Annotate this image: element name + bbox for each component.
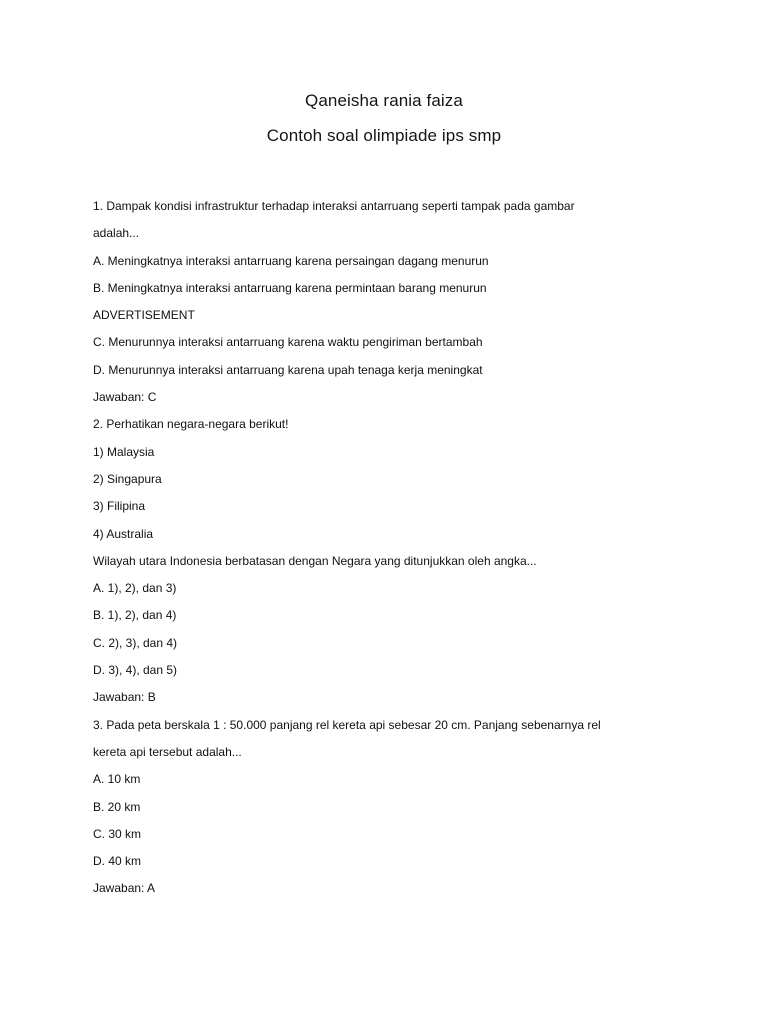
question-1-option-b: B. Meningkatnya interaksi antarruang karena permintaan barang menurun xyxy=(93,280,487,295)
question-1-answer: Jawaban: C xyxy=(93,390,157,405)
question-3-answer: Jawaban: A xyxy=(93,881,156,896)
question-3-option-a: A. 10 km xyxy=(93,772,141,787)
question-3-text-continued: kereta api tersebut adalah... xyxy=(93,744,242,759)
question-3-option-b: B. 20 km xyxy=(93,799,141,814)
advertisement-label: ADVERTISEMENT xyxy=(93,308,195,323)
question-3-text: 3. Pada peta berskala 1 : 50.000 panjang rel kereta api sebesar 20 cm. Panjang sebenarnya rel xyxy=(93,717,601,732)
question-2-option-a: A. 1), 2), dan 3) xyxy=(93,581,177,596)
question-1-text-continued: adalah... xyxy=(93,226,140,241)
question-3-option-c: C. 30 km xyxy=(93,826,142,841)
question-1-option-a: A. Meningkatnya interaksi antarruang karena persaingan dagang menurun xyxy=(93,253,489,268)
author-name: Qaneisha rania faiza xyxy=(305,91,463,110)
document-title: Contoh soal olimpiade ips smp xyxy=(266,126,502,145)
question-1-option-d: D. Menurunnya interaksi antarruang karena upah tenaga kerja meningkat xyxy=(93,362,483,377)
question-2-list-item: 2) Singapura xyxy=(93,471,162,486)
question-2-option-d: D. 3), 4), dan 5) xyxy=(93,663,178,678)
question-2-list-item: 3) Filipina xyxy=(93,499,146,514)
question-2-list-item: 4) Australia xyxy=(93,526,154,541)
question-2-option-c: C. 2), 3), dan 4) xyxy=(93,635,178,650)
question-2-text: 2. Perhatikan negara-negara berikut! xyxy=(93,417,289,432)
question-1-text: 1. Dampak kondisi infrastruktur terhadap interaksi antarruang seperti tampak pada gambar xyxy=(93,199,575,213)
question-2-answer: Jawaban: B xyxy=(93,690,156,705)
question-2-option-b: B. 1), 2), dan 4) xyxy=(93,608,177,623)
question-2-prompt: Wilayah utara Indonesia berbatasan dengan Negara yang ditunjukkan oleh angka... xyxy=(93,553,537,568)
question-3-option-d: D. 40 km xyxy=(93,854,142,869)
question-1-option-c: C. Menurunnya interaksi antarruang karena waktu pengiriman bertambah xyxy=(93,335,483,350)
question-content xyxy=(93,193,653,903)
question-2-list-item: 1) Malaysia xyxy=(93,444,155,459)
